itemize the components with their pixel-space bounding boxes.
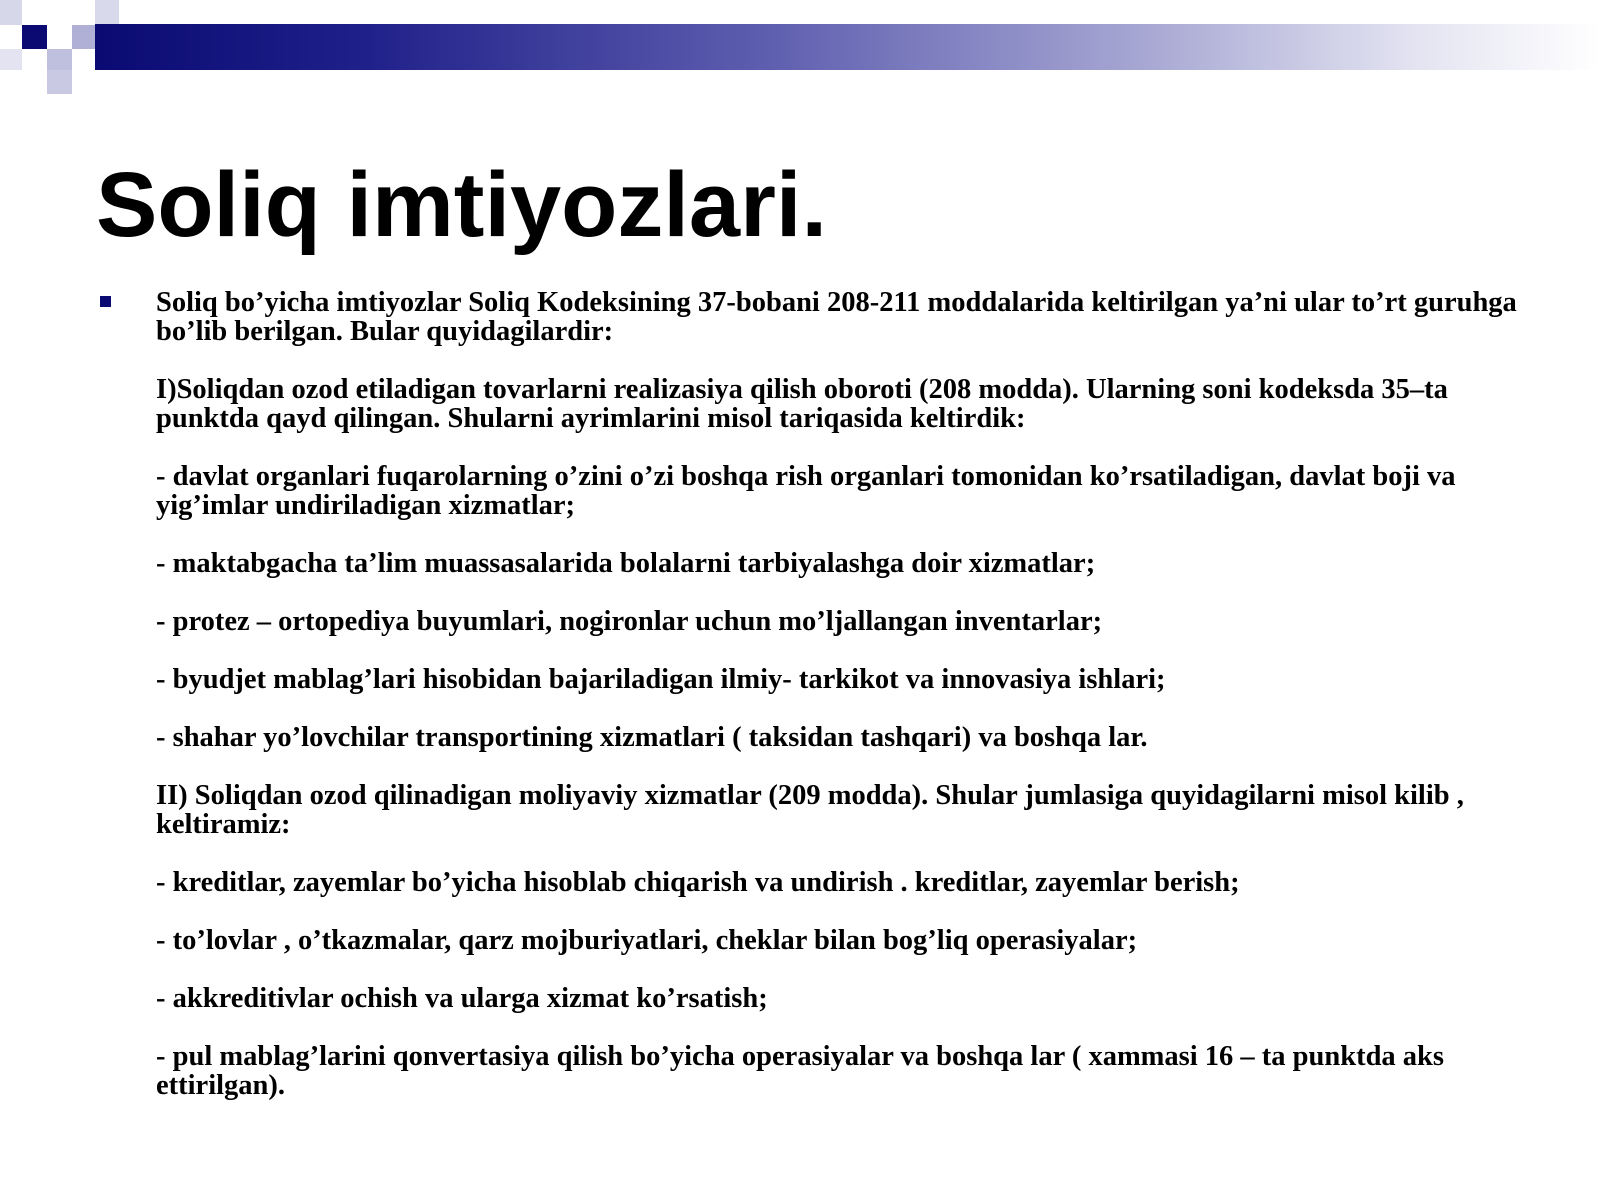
slide-body: [96, 288, 1536, 1129]
body-paragraph: - maktabgacha ta’lim muassasalarida bolalarni tarbiyalashga doir xizmatlar;: [156, 548, 1096, 579]
header-gradient-bar: [95, 24, 1600, 70]
decor-square: [0, 49, 22, 70]
decor-square: [0, 0, 22, 25]
body-paragraph: - protez – ortopediya buyumlari, nogironlar uchun mo’ljallangan inventarlar;: [156, 606, 1103, 637]
slide-title: Soliq imtiyozlari.: [96, 154, 828, 256]
decor-square: [72, 25, 95, 49]
body-paragraph: - akkreditivlar ochish va ularga xizmat ko’rsatish;: [156, 983, 768, 1014]
body-paragraph: - shahar yo’lovchilar transportining xizmatlari ( taksidan tashqari) va boshqa lar.: [156, 722, 1148, 753]
decor-square: [95, 0, 119, 24]
body-paragraph: I)Soliqdan ozod etiladigan tovarlarni realizasiya qilish oboroti (208 modda). Ularning soni kodeksda 35–ta punktda qayd qilingan. Shularni ayrimlarini misol tariqasida keltirdik:: [156, 374, 1448, 434]
body-paragraph: Soliq bo’yicha imtiyozlar Soliq Kodeksining 37-bobani 208-211 moddalarida keltirilgan ya’ni ular to’rt guruhga bo’lib berilgan. Bular quyidagilardir:: [156, 287, 1517, 347]
body-paragraph: - davlat organlari fuqarolarning o’zini o’zi boshqa rish organlari tomonidan ko’rsatiladigan, davlat boji va yig’imlar undiriladigan xizmatlar;: [156, 461, 1456, 521]
decor-square: [47, 70, 72, 94]
decor-square-accent: [22, 25, 47, 49]
body-paragraph: - to’lovlar , o’tkazmalar, qarz mojburiyatlari, cheklar bilan bog’liq operasiyalar;: [156, 925, 1138, 956]
body-paragraph: II) Soliqdan ozod qilinadigan moliyaviy xizmatlar (209 modda). Shular jumlasiga quyidagilarni misol kilib , keltiramiz:: [156, 780, 1464, 840]
body-paragraph: - kreditlar, zayemlar bo’yicha hisoblab chiqarish va undirish . kreditlar, zayemlar berish;: [156, 867, 1240, 898]
body-paragraph: - pul mablag’larini qonvertasiya qilish bo’yicha operasiyalar va boshqa lar ( xammasi 16 – ta punktda aks ettirilgan).: [156, 1041, 1444, 1101]
body-paragraph: - byudjet mablag’lari hisobidan bajariladigan ilmiy- tarkikot va innovasiya ishlari;: [156, 664, 1166, 695]
decor-square: [47, 49, 72, 70]
square-bullet-icon: [100, 296, 111, 307]
